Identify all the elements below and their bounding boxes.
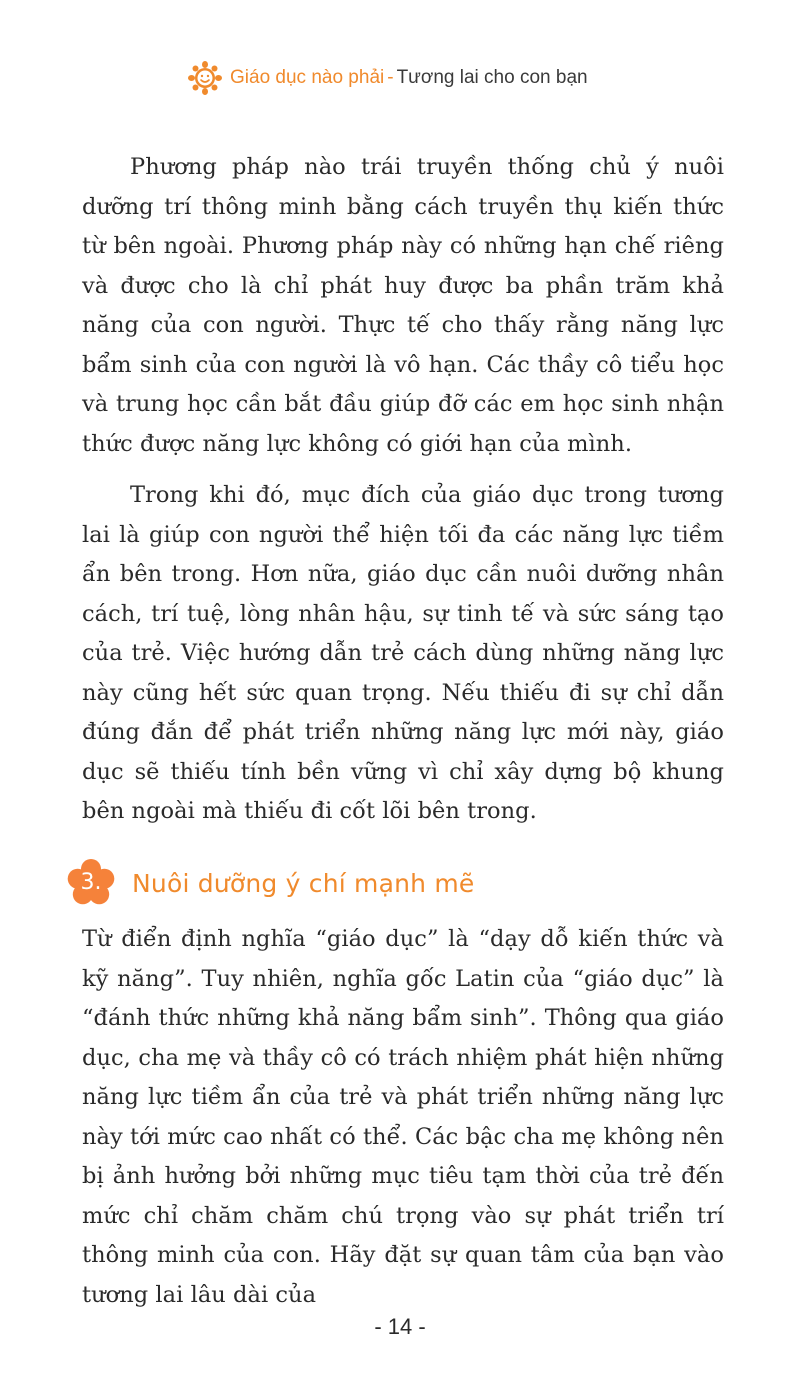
page-number: - 14 - [374,1314,426,1339]
header-text [230,67,588,89]
section-title: Nuôi dưỡng ý chí mạnh mẽ [132,868,475,898]
body-paragraph-2: Trong khi đó, mục đích của giáo dục trong tương lai là giúp con người thể hiện tối đa các năng lực tiềm ẩn bên trong. Hơn nữa, giáo dục cần nuôi dưỡng nhân cách, trí tuệ, lòng nhân hậu, sự tinh tế và sức sáng tạo của trẻ. Việc hướng dẫn trẻ cách dùng những năng lực này cũng hết sức quan trọng. Nếu thiếu đi sự chỉ dẫn đúng đắn để phát triển những năng lực mới này, giáo dục sẽ thiếu tính bền vững vì chỉ xây dựng bộ khung bên ngoài mà thiếu đi cốt lõi bên trong. [82,482,724,824]
section-paragraph: Từ điển định nghĩa “giáo dục” là “dạy dỗ kiến thức và kỹ năng”. Tuy nhiên, nghĩa gốc Latin của “giáo dục” là “đánh thức những khả năng bẩm sinh”. Thông qua giáo dục, cha mẹ và thầy cô có trách nhiệm phát hiện những năng lực tiềm ẩn của trẻ và phát triển những năng lực này tới mức cao nhất có thể. Các bậc cha mẹ không nên bị ảnh hưởng bởi những mục tiêu tạm thời của trẻ đến mức chỉ chăm chăm chú trọng vào sự phát triển trí thông minh của con. Hãy đặt sự quan tâm của bạn vào tương lai lâu dài của [82,926,724,1308]
header-subtitle: Tương lai cho con bạn [396,67,588,88]
header-series-title: Giáo dục nào phải [230,67,385,88]
header-separator: - [387,67,394,88]
section-heading [66,858,474,908]
section-number: 3. [80,870,102,895]
running-header [188,58,588,98]
body-paragraph-1: Phương pháp nào trái truyền thống chủ ý nuôi dưỡng trí thông minh bằng cách truyền thụ kiến thức từ bên ngoài. Phương pháp này có những hạn chế riêng và được cho là chỉ phát huy được ba phần trăm khả năng của con người. Thực tế cho thấy rằng năng lực bẩm sinh của con người là vô hạn. Các thầy cô tiểu học và trung học cần bắt đầu giúp đỡ các em học sinh nhận thức được năng lực không có giới hạn của mình. [82,154,724,457]
sun-smile-icon [188,61,222,95]
flower-badge-icon [66,858,116,908]
